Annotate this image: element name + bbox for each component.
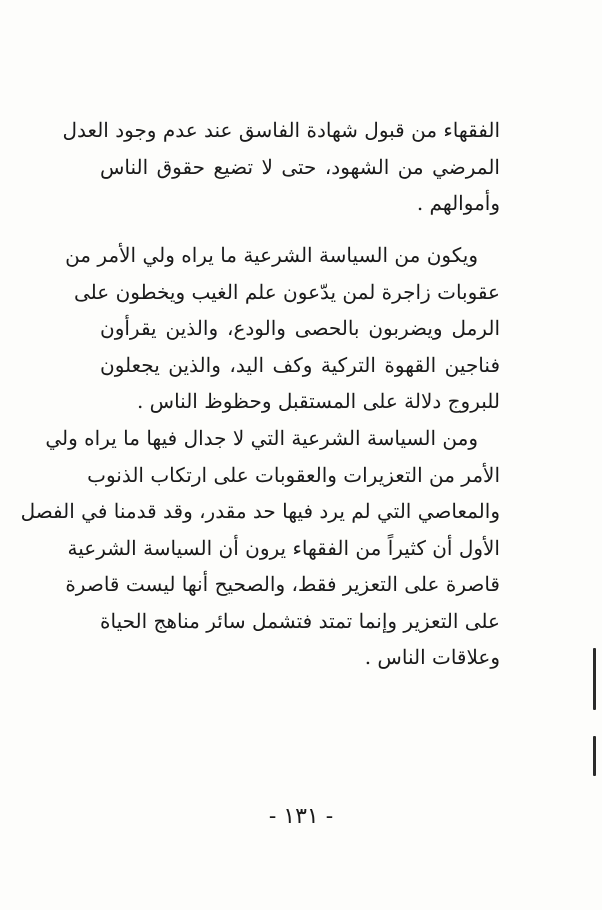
paragraph-line: الفقهاء من قبول شهادة الفاسق عند عدم وجود العدل: [62, 118, 500, 142]
paragraph-line: قاصرة على التعزير فقط، والصحيح أنها ليست قاصرة: [65, 572, 500, 596]
paragraph-3: [20, 420, 500, 676]
paragraph-line: وعلاقات الناس .: [364, 645, 500, 669]
paragraph-line: عقوبات زاجرة لمن يدّعون علم الغيب ويخطون على: [74, 279, 500, 304]
paragraph-line: على التعزير وإنما تمتد فتشمل سائر مناهج الحياة: [100, 608, 500, 633]
paragraph-line: الرمل ويضربون بالحصى والودع، والذين يقرأون: [100, 316, 500, 340]
scan-edge-mark: [593, 648, 596, 710]
paragraph-line: وأموالهم .: [416, 191, 500, 215]
paragraph-1: [62, 112, 500, 222]
paragraph-line: الأول أن كثيراً من الفقهاء يرون أن السياسة الشرعية: [67, 535, 500, 560]
paragraph-line: فناجين القهوة التركية وكف اليد، والذين يجعلون: [100, 352, 500, 377]
paragraph-line: للبروج دلالة على المستقبل وحظوظ الناس .: [136, 389, 500, 413]
paragraph-line: المرضي من الشهود، حتى لا تضيع حقوق الناس: [100, 154, 500, 179]
paragraph-line: الأمر من التعزيرات والعقوبات على ارتكاب الذنوب: [87, 462, 500, 487]
scan-edge-mark: [593, 736, 596, 776]
paragraph-line: ومن السياسة الشرعية التي لا جدال فيها ما يراه ولي: [45, 426, 478, 450]
paragraph-2: [65, 237, 500, 420]
page-number: - ١٣١ -: [268, 804, 334, 829]
paragraph-line: ويكون من السياسة الشرعية ما يراه ولي الأمر من: [65, 243, 478, 267]
paragraph-line: والمعاصي التي لم يرد فيها حد مقدر، وقد قدمنا في الفصل: [20, 499, 500, 523]
